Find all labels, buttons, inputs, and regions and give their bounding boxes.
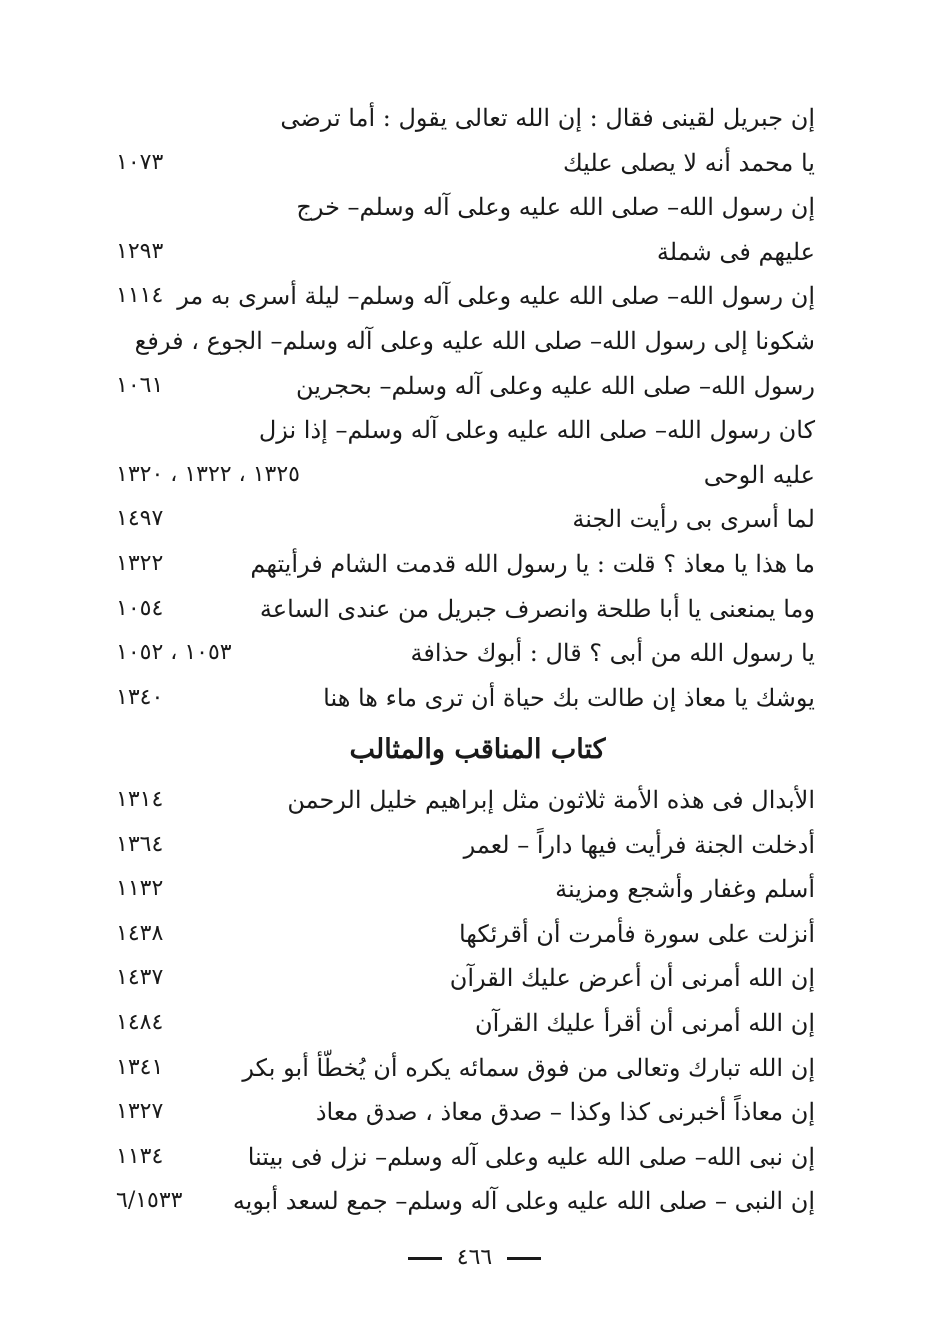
entry-number: ١٣٢٧ [116,1099,164,1125]
entry-number: ١٣٢٥ ، ١٣٢٢ ، ١٣٢٠ [116,461,300,487]
entry-number: ١٠٥٣ ، ١٠٥٢ [116,640,232,666]
index-entry [100,1135,815,1180]
entry-text: وما يمنعنى يا أبا طلحة وانصرف جبريل من عندى الساعة [259,594,815,623]
entry-number: ١٠٥٤ [116,595,164,621]
entry-text: شكونا إلى رسول الله– صلى الله عليه وعلى آله وسلم– الجوع ، فرفع [134,326,815,355]
entry-number: ١٤٨٤ [116,1009,164,1035]
entry-text: إن جبريل لقينى فقال : إن الله تعالى يقول : أما ترضى [280,104,815,132]
page-number: ٤٦٦ [456,1245,493,1270]
index-entry [100,1179,815,1224]
entry-number: ١٤٩٧ [116,506,164,532]
entry-text: يوشك يا معاذ إن طالت بك حياة أن ترى ماء ها هنا [323,683,815,712]
index-entry [100,631,815,676]
entries-section-one [100,96,815,720]
entry-text: إن الله تبارك وتعالى من فوق سمائه يكره أن يُخطّأ أبو بكر [242,1053,815,1082]
index-entry [100,141,815,186]
index-entry [100,1046,815,1091]
index-entry [100,319,815,364]
index-entry [100,956,815,1001]
entry-number: ١٤٣٨ [116,920,164,946]
entry-text: لما أسرى بى رأيت الجنة [572,505,815,534]
index-entry [100,542,815,587]
entry-number: ١٣٤١ [116,1054,164,1080]
entry-number: ١٠٦١ [116,372,164,398]
entry-text: إن رسول الله– صلى الله عليه وعلى آله وسلم– ليلة أسرى به مر [177,282,815,311]
entry-text: عليه الوحى [703,460,815,489]
entry-number: ٦/١٥٣٣ [116,1188,183,1214]
entry-text: يا محمد أنه لا يصلى عليك [562,148,815,177]
dash-right [408,1257,442,1260]
index-entry [100,1001,815,1046]
entry-text: إن رسول الله– صلى الله عليه وعلى آله وسلم– خرج [296,193,815,222]
entry-number: ١٤٣٧ [116,965,164,991]
index-entry [100,823,815,868]
index-entry [100,96,815,141]
entry-text: أدخلت الجنة فرأيت فيها داراً – لعمر [463,830,815,859]
index-entry [100,185,815,230]
entry-text: رسول الله– صلى الله عليه وعلى آله وسلم– بحجرين [295,371,815,400]
index-entry [100,778,815,823]
index-entry [100,1090,815,1135]
entry-text: الأبدال فى هذه الأمة ثلاثون مثل إبراهيم خليل الرحمن [287,786,815,814]
index-entry [100,912,815,957]
entry-number: ١٣٢٢ [116,550,164,576]
index-entry [100,867,815,912]
entry-text: عليهم فى شملة [656,237,815,266]
index-entry [100,676,815,721]
entry-text: أسلم وغفار وأشجع ومزينة [555,875,815,904]
entry-number: ١١١٤ [116,283,164,309]
entry-text: إن الله أمرنى أن أعرض عليك القرآن [449,964,815,993]
entry-number: ١١٣٤ [116,1143,164,1169]
dash-left [507,1257,541,1260]
entry-number: ١٠٧٣ [116,149,164,175]
entry-text: إن معاذاً أخبرنى كذا وكذا – صدق معاذ ، صدق معاذ [315,1098,815,1127]
entry-number: ١٣٤٠ [116,684,164,710]
entry-text: إن نبى الله– صلى الله عليه وعلى آله وسلم– نزل فى بيتنا [247,1142,815,1171]
entry-number: ١١٣٢ [116,876,164,902]
entry-number: ١٣٦٤ [116,831,164,857]
index-entry [100,274,815,319]
entries-section-two [100,778,815,1224]
entry-text: كان رسول الله– صلى الله عليه وعلى آله وسلم– إذا نزل [258,416,815,445]
index-entry [100,408,815,453]
entry-number: ١٢٩٣ [116,238,164,264]
entry-text: إن الله أمرنى أن أقرأ عليك القرآن [474,1008,815,1037]
entry-text: إن النبى – صلى الله عليه وعلى آله وسلم– جمع لسعد أبويه [232,1187,815,1216]
index-entry [100,364,815,409]
index-entry [100,453,815,498]
entry-text: يا رسول الله من أبى ؟ قال : أبوك حذافة [410,639,815,668]
index-entry [100,497,815,542]
section-heading: كتاب المناقب والمثالب [349,734,606,765]
index-entry [100,587,815,632]
entry-text: ما هذا يا معاذ ؟ قلت : يا رسول الله قدمت الشام فرأيتهم [250,549,815,578]
entry-text: أنزلت على سورة فأمرت أن أقرئكها [458,919,815,948]
entry-number: ١٣١٤ [116,787,164,812]
page-number-footer [0,1238,949,1278]
index-entry [100,230,815,275]
